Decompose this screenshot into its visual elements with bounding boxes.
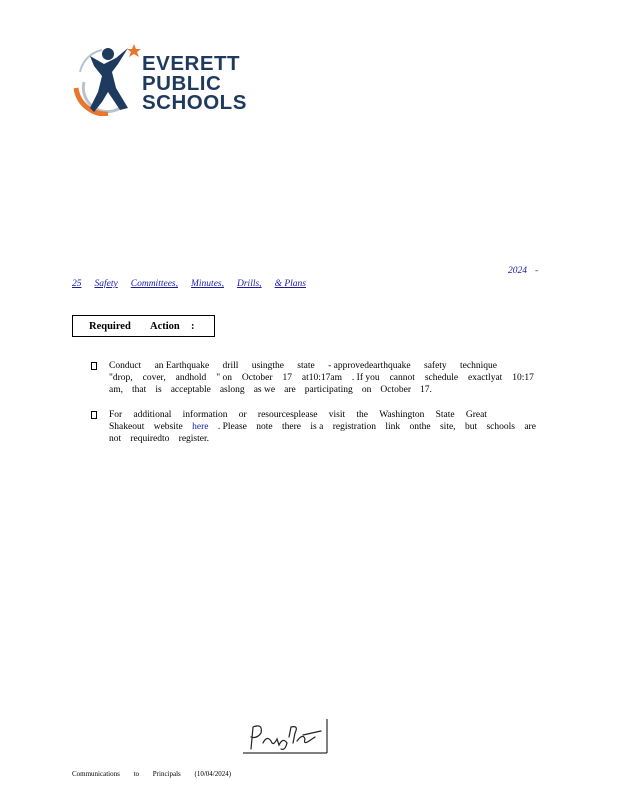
word: exactlyat bbox=[468, 373, 503, 383]
word: visit bbox=[328, 410, 346, 420]
word: am, bbox=[109, 385, 123, 395]
word: or bbox=[238, 410, 247, 420]
colon-label: : bbox=[191, 320, 195, 332]
word: Conduct bbox=[109, 361, 142, 371]
link-word: & Plans bbox=[274, 279, 306, 289]
required-label: Required bbox=[89, 320, 131, 332]
word: are bbox=[284, 385, 296, 395]
word: . If you bbox=[351, 373, 380, 383]
word: Shakeout bbox=[109, 422, 145, 432]
word: October bbox=[241, 373, 273, 383]
link-year[interactable]: 2024 bbox=[508, 266, 527, 276]
word: October bbox=[380, 385, 411, 395]
word: " on bbox=[216, 373, 232, 383]
bullet-2-text bbox=[109, 409, 536, 445]
link-word: Committees, bbox=[130, 279, 178, 289]
word: is bbox=[155, 385, 162, 395]
word: site, bbox=[439, 422, 456, 432]
word: For bbox=[109, 410, 123, 420]
bullet-icon bbox=[91, 410, 101, 420]
bullet-1-line-2 bbox=[109, 372, 534, 384]
bullet-1-line-3 bbox=[109, 384, 432, 396]
word: note bbox=[256, 422, 273, 432]
word: safety bbox=[424, 361, 447, 371]
link-word: Drills, bbox=[237, 279, 262, 289]
word: - approvedearthquake bbox=[328, 361, 411, 371]
word: state bbox=[297, 361, 315, 371]
word: website bbox=[153, 422, 183, 432]
bullet-2-line-3 bbox=[109, 433, 209, 445]
bullet-1-line-1 bbox=[109, 360, 497, 372]
word: register. bbox=[178, 434, 209, 444]
logo-line-everett: EVERETT bbox=[142, 52, 241, 75]
word: 10:17 bbox=[512, 373, 534, 383]
word: schedule bbox=[424, 373, 459, 383]
bullet-1-text bbox=[109, 360, 534, 396]
word: information bbox=[182, 410, 228, 420]
word: participating bbox=[304, 385, 353, 395]
word: drill bbox=[222, 361, 239, 371]
word: 17. bbox=[420, 385, 432, 395]
required-action-box bbox=[72, 315, 215, 337]
word: registration bbox=[332, 422, 376, 432]
word: andhold bbox=[175, 373, 207, 383]
word: State bbox=[435, 410, 455, 420]
word: 17 bbox=[282, 373, 292, 383]
word: onthe bbox=[409, 422, 431, 432]
word: not bbox=[109, 434, 122, 444]
shakeout-here-link[interactable]: here bbox=[192, 422, 209, 432]
word: that bbox=[132, 385, 147, 395]
link-word: Minutes, bbox=[191, 279, 224, 289]
signature-image bbox=[243, 719, 328, 755]
bullet-2-line-2 bbox=[109, 421, 536, 433]
word: are bbox=[524, 422, 536, 432]
word: schools bbox=[486, 422, 515, 432]
word: acceptable bbox=[170, 385, 211, 395]
action-label: Action bbox=[150, 320, 180, 332]
word: there bbox=[282, 422, 302, 432]
word: an Earthquake bbox=[154, 361, 210, 371]
word: Washington bbox=[379, 410, 425, 420]
word: technique bbox=[460, 361, 497, 371]
word: cannot bbox=[389, 373, 415, 383]
logo-line-public: PUBLIC bbox=[142, 71, 222, 95]
word: is a bbox=[310, 422, 324, 432]
signature-icon bbox=[243, 719, 328, 755]
word: cover, bbox=[142, 373, 166, 383]
word: on bbox=[361, 385, 372, 395]
link-word: Safety bbox=[94, 279, 118, 289]
word: aslong bbox=[219, 385, 245, 395]
word: the bbox=[356, 410, 368, 420]
footer-text: Communications to Principals (10/04/2024) bbox=[72, 770, 232, 778]
bullet-2-line-1 bbox=[109, 409, 487, 421]
word: "drop, bbox=[109, 373, 133, 383]
word: additional bbox=[133, 410, 172, 420]
word: as we bbox=[253, 385, 276, 395]
word: usingthe bbox=[251, 361, 284, 371]
safety-committees-link[interactable] bbox=[72, 279, 306, 289]
logo-figure-icon bbox=[72, 42, 142, 116]
word: requiredto bbox=[130, 434, 170, 444]
word: Great bbox=[465, 410, 487, 420]
word: . Please bbox=[217, 422, 247, 432]
logo-wordmark bbox=[142, 54, 247, 113]
word: but bbox=[464, 422, 478, 432]
word: resourcesplease bbox=[257, 410, 318, 420]
link-word: 25 bbox=[72, 279, 82, 289]
logo-line-schools: SCHOOLS bbox=[142, 91, 247, 114]
word: link bbox=[385, 422, 401, 432]
word: at10:17am bbox=[301, 373, 342, 383]
bullet-icon bbox=[91, 361, 101, 371]
link-dash[interactable]: - bbox=[535, 266, 539, 276]
